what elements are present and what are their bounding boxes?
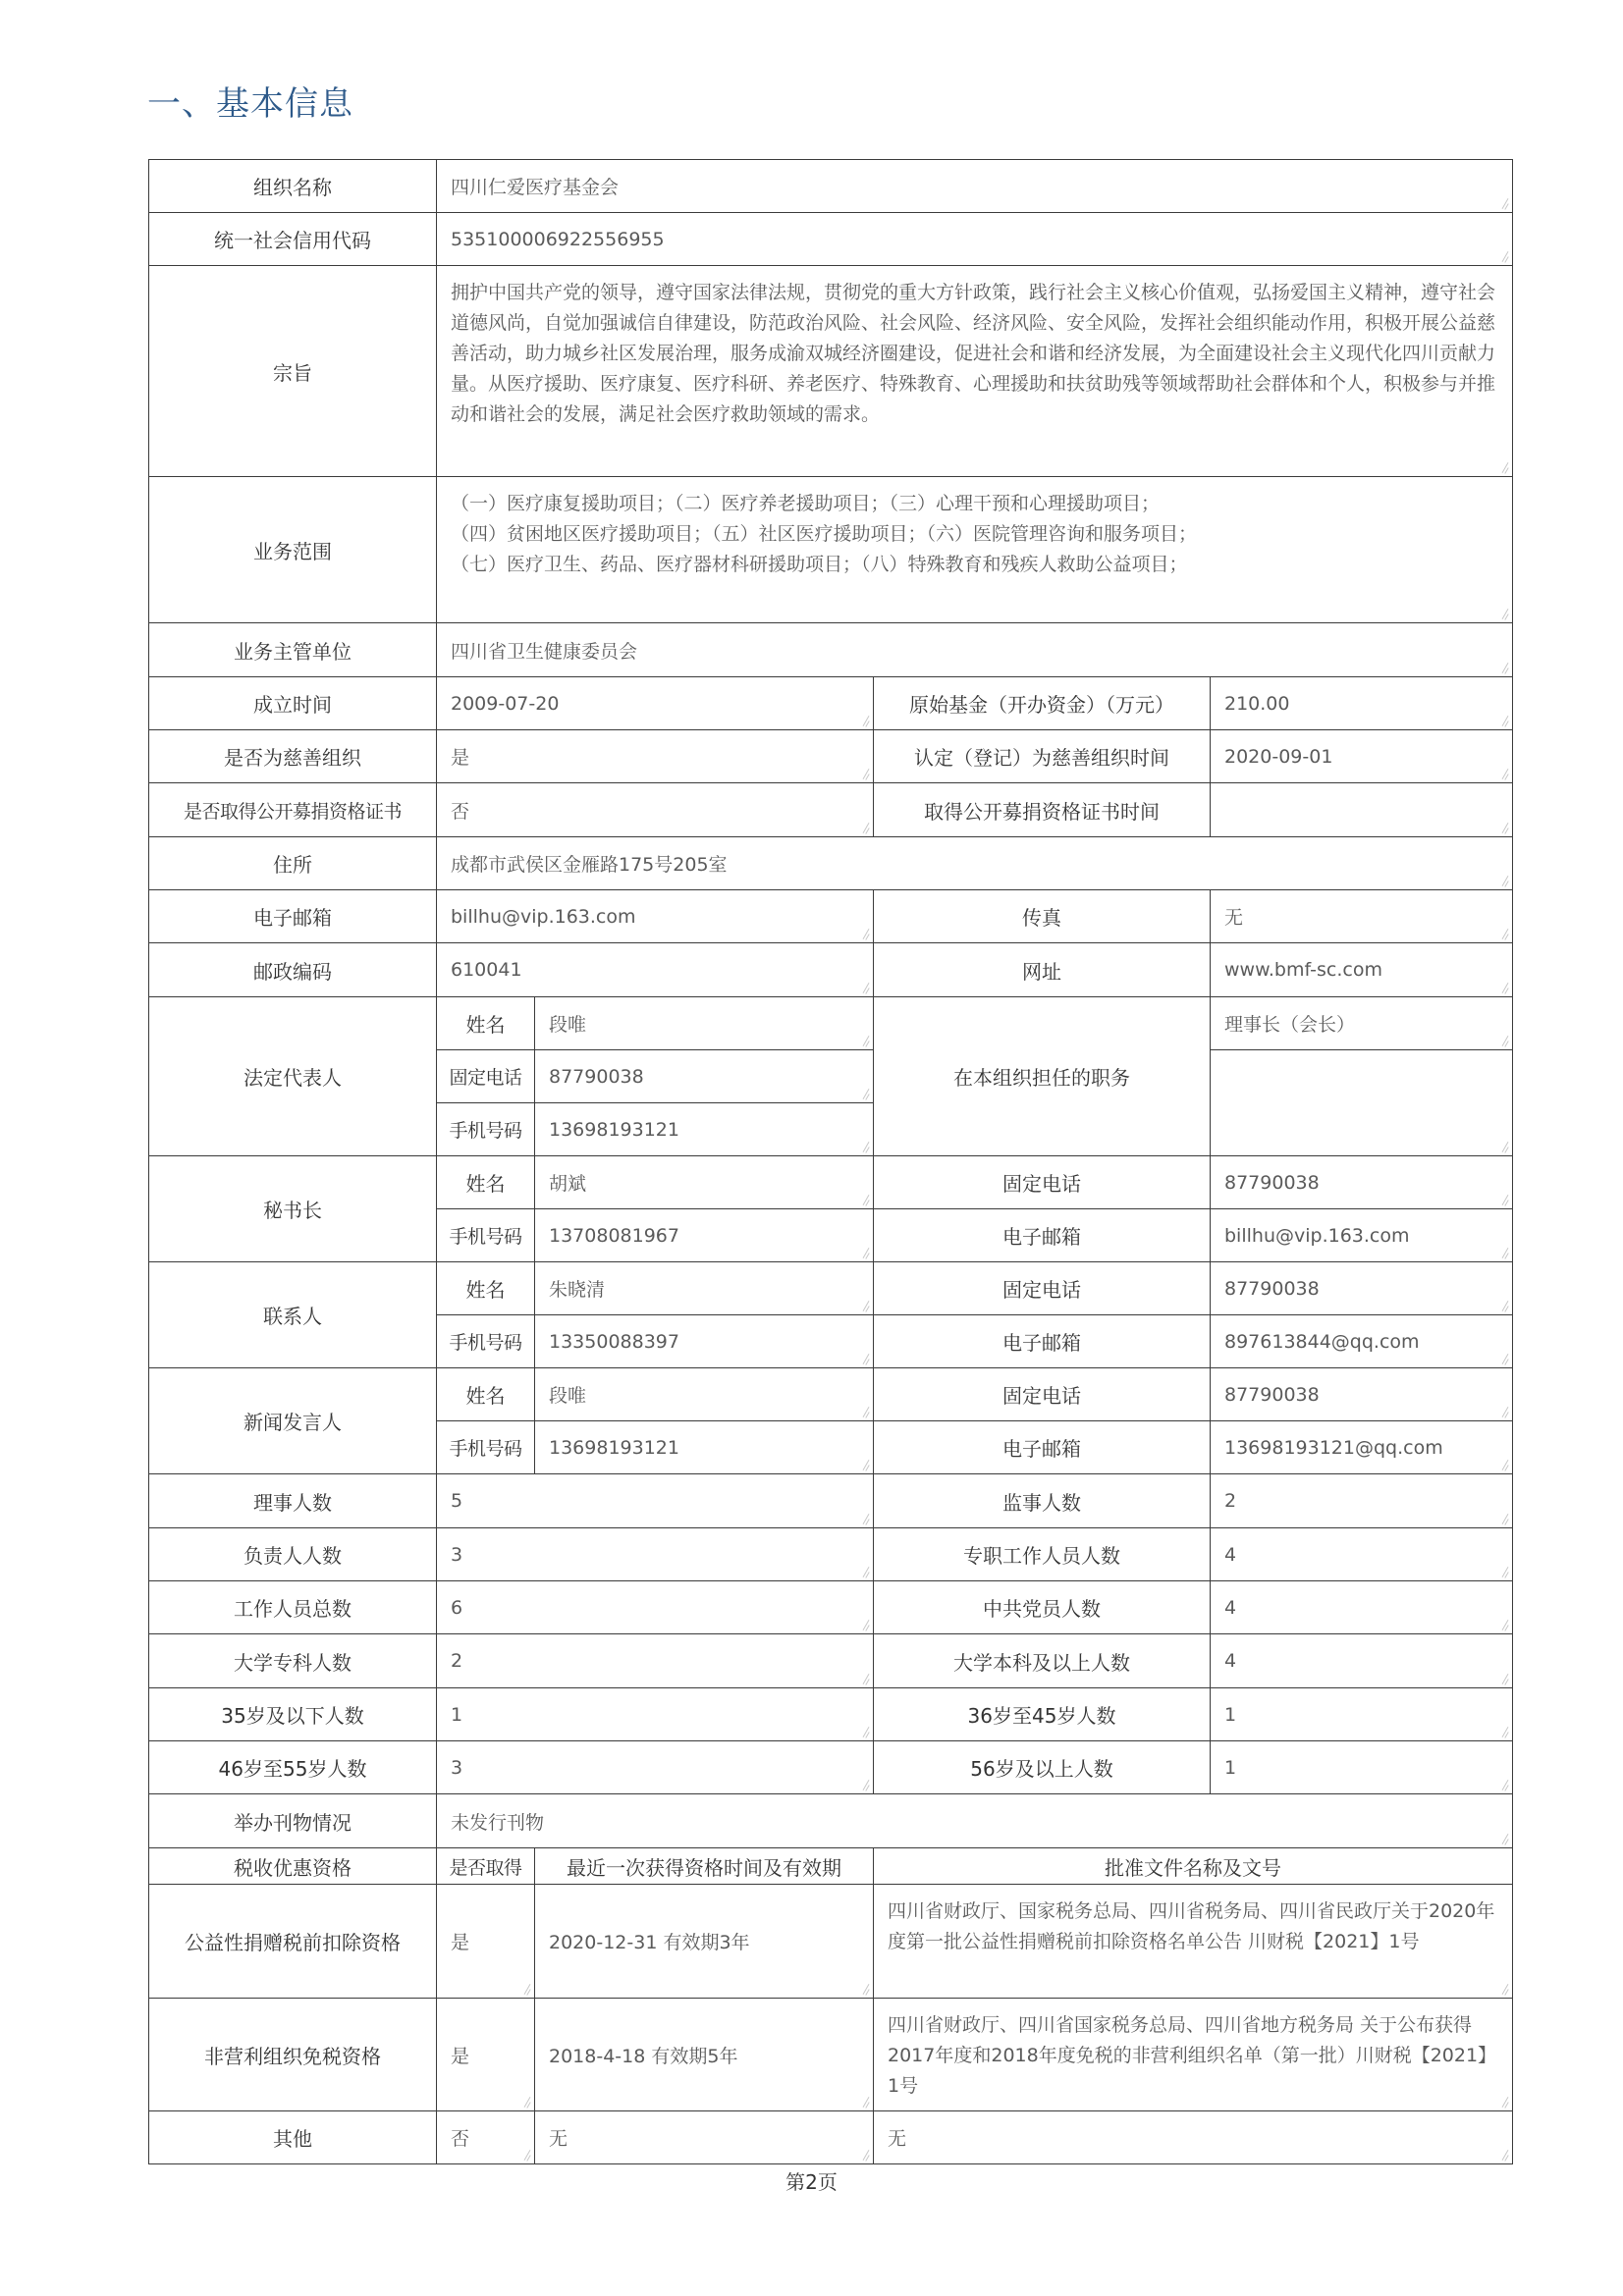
tax-row-doc[interactable]	[873, 1884, 1513, 1999]
field-publication[interactable]	[436, 1793, 1513, 1848]
label-count	[148, 1527, 437, 1581]
resize-grip-icon[interactable]	[1497, 662, 1509, 673]
label-fundraising-cert-date	[873, 782, 1211, 837]
label-fundraising-cert-date-text: 取得公开募捐资格证书时间	[924, 799, 1160, 824]
resize-grip-icon[interactable]	[1497, 875, 1509, 886]
field-count[interactable]	[436, 1473, 874, 1528]
tax-row-type-text: 公益性捐赠税前扣除资格	[185, 1931, 401, 1954]
field-count[interactable]	[436, 1633, 874, 1688]
field-contact-person-phone[interactable]	[1210, 1261, 1513, 1315]
label-purpose	[148, 265, 437, 477]
resize-grip-icon[interactable]	[519, 2149, 531, 2161]
label-spokesperson	[148, 1367, 437, 1474]
label-count	[148, 1633, 437, 1688]
label-count-text: 46岁至55岁人数	[218, 1757, 367, 1781]
resize-grip-icon[interactable]	[858, 1035, 870, 1046]
label-fax	[873, 889, 1211, 943]
label-secretary-general-phone-text: 固定电话	[1002, 1172, 1081, 1196]
resize-grip-icon[interactable]	[858, 822, 870, 833]
field-count[interactable]	[436, 1527, 874, 1581]
field-charity-date-text: 2020-09-01	[1224, 745, 1333, 768]
field-count-text: 2	[451, 1650, 463, 1672]
label-count	[148, 1580, 437, 1634]
field-founded[interactable]	[436, 676, 874, 730]
field-website-text: www.bmf-sc.com	[1224, 959, 1382, 981]
resize-grip-icon[interactable]	[858, 1194, 870, 1205]
tax-header-period-text: 最近一次获得资格时间及有效期	[567, 1855, 841, 1880]
field-count[interactable]	[436, 1580, 874, 1634]
resize-grip-icon[interactable]	[1497, 2149, 1509, 2161]
field-count[interactable]	[1210, 1687, 1513, 1741]
label-count	[148, 1687, 437, 1741]
label-founded	[148, 676, 437, 730]
field-secretary-general-phone[interactable]	[1210, 1155, 1513, 1209]
label-spokesperson-text: 新闻发言人	[243, 1411, 342, 1434]
resize-grip-icon[interactable]	[858, 1300, 870, 1311]
resize-grip-icon[interactable]	[858, 1141, 870, 1152]
label-supervisor-text: 业务主管单位	[234, 639, 352, 664]
tax-header-obtained	[436, 1847, 535, 1885]
resize-grip-icon[interactable]	[858, 1088, 870, 1099]
field-count-text: 1	[1224, 1703, 1237, 1726]
tax-row-type-text: 其他	[273, 2127, 312, 2151]
field-count-text: 1	[451, 1703, 463, 1726]
tax-row-doc-text: 无	[888, 2128, 907, 2150]
field-contact-person-name[interactable]	[534, 1261, 874, 1315]
label-fax-text: 传真	[1022, 906, 1061, 930]
label-count-text: 中共党员人数	[983, 1597, 1101, 1621]
resize-grip-icon[interactable]	[1497, 1566, 1509, 1577]
label-count-text: 大学本科及以上人数	[953, 1650, 1130, 1675]
field-postcode[interactable]	[436, 942, 874, 997]
label-legal-rep-position-text: 在本组织担任的职务	[953, 1066, 1130, 1090]
field-fax-text: 无	[1224, 907, 1244, 929]
resize-grip-icon[interactable]	[858, 1247, 870, 1258]
page-number: 第2页	[785, 2170, 838, 2194]
label-count	[873, 1633, 1211, 1688]
label-legal-rep-phone	[436, 1049, 535, 1103]
label-secretary-general-name-text: 姓名	[465, 1172, 506, 1196]
label-spokesperson-mobile	[436, 1420, 535, 1474]
tax-row-doc-text: 四川省财政厅、四川省国家税务总局、四川省地方税务局 关于公布获得2017年度和2018年度免税的非营利组织名单（第一批）川财税【2021】1号	[888, 2014, 1497, 2097]
resize-grip-icon[interactable]	[858, 715, 870, 726]
label-count	[873, 1740, 1211, 1794]
field-count-text: 6	[451, 1596, 463, 1619]
tax-row-type-text: 非营利组织免税资格	[204, 2044, 381, 2068]
field-org-name[interactable]	[436, 159, 1513, 213]
label-org-name-text: 组织名称	[253, 176, 332, 199]
field-contact-person-email-text: 897613844@qq.com	[1224, 1330, 1420, 1353]
resize-grip-icon[interactable]	[1497, 1300, 1509, 1311]
field-secretary-general-mobile[interactable]	[534, 1208, 874, 1262]
field-spokesperson-phone-text: 87790038	[1224, 1383, 1320, 1406]
resize-grip-icon[interactable]	[1497, 982, 1509, 993]
tax-header-type-text: 税收优惠资格	[234, 1855, 352, 1880]
label-contact-person-name-text: 姓名	[465, 1278, 506, 1302]
label-website-text: 网址	[1022, 959, 1061, 984]
label-count-text: 36岁至45岁人数	[967, 1704, 1116, 1728]
resize-grip-icon[interactable]	[858, 982, 870, 993]
field-count[interactable]	[1210, 1633, 1513, 1688]
tax-row-period-text: 无	[549, 2128, 568, 2150]
label-spokesperson-mobile-text: 手机号码	[449, 1438, 522, 1460]
field-legal-rep-name[interactable]	[534, 996, 874, 1050]
tax-row-period-text: 2020-12-31 有效期3年	[549, 1932, 750, 1953]
field-contact-person-phone-text: 87790038	[1224, 1277, 1320, 1300]
tax-row-obtained[interactable]	[436, 1884, 535, 1999]
field-fundraising-cert-text: 否	[451, 800, 470, 823]
field-count[interactable]	[1210, 1740, 1513, 1794]
resize-grip-icon[interactable]	[858, 1513, 870, 1524]
field-count[interactable]	[1210, 1473, 1513, 1528]
resize-grip-icon[interactable]	[1497, 1194, 1509, 1205]
label-postcode	[148, 942, 437, 997]
field-secretary-general-mobile-text: 13708081967	[549, 1224, 679, 1247]
field-fax[interactable]	[1210, 889, 1513, 943]
label-legal-rep-name-text: 姓名	[465, 1013, 506, 1037]
label-founded-text: 成立时间	[253, 693, 332, 717]
label-secretary-general-email	[873, 1208, 1211, 1262]
resize-grip-icon[interactable]	[1497, 1833, 1509, 1844]
label-secretary-general-name	[436, 1155, 535, 1209]
label-supervisor	[148, 622, 437, 677]
resize-grip-icon[interactable]	[1497, 768, 1509, 779]
label-legal-rep-position	[873, 996, 1211, 1156]
field-secretary-general-name[interactable]	[534, 1155, 874, 1209]
resize-grip-icon[interactable]	[1497, 1353, 1509, 1364]
tax-row-obtained[interactable]	[436, 2110, 535, 2164]
tax-row-period-text: 2018-4-18 有效期5年	[549, 2045, 738, 2067]
field-credit-code[interactable]	[436, 212, 1513, 266]
label-purpose-text: 宗旨	[273, 360, 312, 385]
resize-grip-icon[interactable]	[1497, 1035, 1509, 1046]
field-supervisor[interactable]	[436, 622, 1513, 677]
tax-header-period	[534, 1847, 874, 1885]
resize-grip-icon[interactable]	[1497, 1141, 1509, 1152]
field-count[interactable]	[436, 1740, 874, 1794]
tax-header-doc	[873, 1847, 1513, 1885]
tax-header-obtained-text: 是否取得	[449, 1856, 522, 1879]
field-contact-person-mobile-text: 13350088397	[549, 1330, 679, 1353]
field-legal-rep-name-text: 段唯	[549, 1014, 587, 1036]
label-address-text: 住所	[273, 853, 312, 877]
label-count	[873, 1687, 1211, 1741]
field-secretary-general-email-text: billhu@vip.163.com	[1224, 1224, 1410, 1247]
label-spokesperson-email	[873, 1420, 1211, 1474]
field-count-text: 4	[1224, 1650, 1237, 1672]
label-charity-date-text: 认定（登记）为慈善组织时间	[914, 746, 1169, 770]
label-postcode-text: 邮政编码	[253, 959, 332, 984]
label-address	[148, 836, 437, 890]
resize-grip-icon[interactable]	[1497, 928, 1509, 939]
resize-grip-icon[interactable]	[858, 2149, 870, 2161]
label-count-text: 负责人人数	[243, 1544, 342, 1568]
resize-grip-icon[interactable]	[1497, 822, 1509, 833]
resize-grip-icon[interactable]	[858, 1406, 870, 1417]
field-spokesperson-mobile-text: 13698193121	[549, 1436, 679, 1459]
field-org-name-text: 四川仁爱医疗基金会	[451, 177, 620, 198]
label-count-text: 监事人数	[1002, 1490, 1081, 1515]
field-count[interactable]	[436, 1687, 874, 1741]
label-fund-text: 原始基金（开办资金）（万元）	[909, 693, 1174, 717]
field-count-text: 2	[1224, 1490, 1237, 1512]
label-legal-rep-mobile	[436, 1102, 535, 1156]
resize-grip-icon[interactable]	[858, 1566, 870, 1577]
label-is-charity-text: 是否为慈善组织	[224, 746, 361, 770]
resize-grip-icon[interactable]	[1497, 461, 1509, 473]
label-fund	[873, 676, 1211, 730]
tax-row-doc-text: 四川省财政厅、国家税务总局、四川省税务局、四川省民政厅关于2020年度第一批公益性捐赠税前扣除资格名单公告 川财税【2021】1号	[888, 1900, 1495, 1952]
field-count-text: 1	[1224, 1756, 1237, 1779]
tax-row-obtained-text: 是	[451, 1932, 470, 1953]
label-charity-date	[873, 729, 1211, 783]
field-legal-rep-phone-text: 87790038	[549, 1065, 644, 1088]
field-supervisor-text: 四川省卫生健康委员会	[451, 640, 638, 663]
label-publication-text: 举办刊物情况	[234, 1810, 352, 1835]
field-fund-text: 210.00	[1224, 692, 1290, 715]
label-contact-person-mobile	[436, 1314, 535, 1368]
tax-header-type	[148, 1847, 437, 1885]
field-charity-date[interactable]	[1210, 729, 1513, 783]
label-spokesperson-email-text: 电子邮箱	[1002, 1437, 1081, 1461]
label-legal-rep-mobile-text: 手机号码	[449, 1120, 522, 1142]
field-legal-rep-mobile-text: 13698193121	[549, 1118, 679, 1141]
label-is-charity	[148, 729, 437, 783]
field-address[interactable]	[436, 836, 1513, 890]
resize-grip-icon[interactable]	[858, 1353, 870, 1364]
resize-grip-icon[interactable]	[858, 1726, 870, 1737]
label-count-text: 大学专科人数	[234, 1650, 352, 1675]
resize-grip-icon[interactable]	[519, 1983, 531, 1995]
label-count-text: 工作人员总数	[234, 1597, 352, 1621]
field-fund[interactable]	[1210, 676, 1513, 730]
tax-row-type	[148, 1884, 437, 1999]
label-secretary-general-text: 秘书长	[263, 1199, 322, 1222]
field-address-text: 成都市武侯区金雁路175号205室	[451, 854, 728, 876]
field-email-text: billhu@vip.163.com	[451, 905, 636, 928]
label-publication	[148, 1793, 437, 1848]
resize-grip-icon[interactable]	[1497, 1673, 1509, 1684]
field-count[interactable]	[1210, 1527, 1513, 1581]
label-email	[148, 889, 437, 943]
field-count-text: 4	[1224, 1543, 1237, 1566]
label-contact-person-email	[873, 1314, 1211, 1368]
label-secretary-general-phone	[873, 1155, 1211, 1209]
resize-grip-icon[interactable]	[1497, 2096, 1509, 2108]
resize-grip-icon[interactable]	[1497, 250, 1509, 262]
tax-row-doc[interactable]	[873, 1998, 1513, 2111]
field-founded-text: 2009-07-20	[451, 692, 560, 715]
label-secretary-general	[148, 1155, 437, 1262]
field-is-charity[interactable]	[436, 729, 874, 783]
tax-row-period[interactable]	[534, 2110, 874, 2164]
resize-grip-icon[interactable]	[858, 1459, 870, 1470]
label-count	[873, 1473, 1211, 1528]
resize-grip-icon[interactable]	[858, 1673, 870, 1684]
section-title: 一、基本信息	[147, 84, 353, 124]
field-secretary-general-name-text: 胡斌	[549, 1173, 587, 1195]
tax-row-obtained-text: 否	[451, 2128, 470, 2150]
field-purpose-text: 拥护中国共产党的领导，遵守国家法律法规，贯彻党的重大方针政策，践行社会主义核心价值观，弘扬爱国主义精神，遵守社会道德风尚，自觉加强诚信自律建设，防范政治风险、社会风险、经济风险、安全风险，发挥社会组织能动作用，积极开展公益慈善活动，助力城乡社区发展治理，服务成渝双城经济圈建设，促进社会和谐和经济发展，为全面建设社会主义现代化四川贡献力量。从医疗援助、医疗康复、医疗科研、养老医疗、特殊教育、心理援助和扶贫助残等领域帮助社会群体和个人，积极参与并推动和谐社会的发展，满足社会医疗救助领域的需求。	[451, 282, 1496, 425]
label-count-text: 理事人数	[253, 1490, 332, 1515]
field-spokesperson-email-text: 13698193121@qq.com	[1224, 1436, 1443, 1459]
field-spokesperson-name[interactable]	[534, 1367, 874, 1421]
tax-row-obtained[interactable]	[436, 1998, 535, 2111]
label-count-text: 56岁及以上人数	[970, 1757, 1113, 1781]
label-spokesperson-phone	[873, 1367, 1211, 1421]
label-contact-person-phone-text: 固定电话	[1002, 1278, 1081, 1302]
field-scope-text: （一）医疗康复援助项目；（二）医疗养老援助项目；（三）心理干预和心理援助项目； （四）贫困地区医疗援助项目；（五）社区医疗援助项目；（六）医院管理咨询和服务项目； （七）医疗卫生、药品、医疗器材科研援助项目；（八）特殊教育和残疾人救助公益项目；	[451, 493, 1198, 575]
label-count	[148, 1740, 437, 1794]
label-count	[148, 1473, 437, 1528]
label-legal-rep-name	[436, 996, 535, 1050]
label-website	[873, 942, 1211, 997]
label-scope-text: 业务范围	[253, 539, 332, 563]
field-legal-rep-position-text: 理事长（会长）	[1224, 1014, 1356, 1036]
field-count[interactable]	[1210, 1580, 1513, 1634]
field-purpose[interactable]	[436, 265, 1513, 477]
label-count-text: 专职工作人员人数	[963, 1544, 1120, 1568]
tax-row-obtained-text: 是	[451, 2045, 470, 2067]
field-contact-person-mobile[interactable]	[534, 1314, 874, 1368]
resize-grip-icon[interactable]	[858, 1983, 870, 1995]
field-legal-rep-mobile[interactable]	[534, 1102, 874, 1156]
field-is-charity-text: 是	[451, 747, 470, 769]
label-contact-person-text: 联系人	[263, 1305, 322, 1328]
resize-grip-icon[interactable]	[1497, 197, 1509, 209]
field-secretary-general-phone-text: 87790038	[1224, 1171, 1320, 1194]
field-fundraising-cert-date[interactable]	[1210, 782, 1513, 837]
tax-row-doc[interactable]	[873, 2110, 1513, 2164]
resize-grip-icon[interactable]	[858, 768, 870, 779]
field-count-text: 3	[451, 1543, 463, 1566]
field-spokesperson-name-text: 段唯	[549, 1385, 587, 1407]
tax-row-type	[148, 1998, 437, 2111]
resize-grip-icon[interactable]	[858, 2096, 870, 2108]
field-postcode-text: 610041	[451, 959, 522, 981]
tax-row-type	[148, 2110, 437, 2164]
label-fundraising-cert	[148, 782, 437, 837]
tax-row-period[interactable]	[534, 1884, 874, 1999]
resize-grip-icon[interactable]	[1497, 608, 1509, 619]
field-contact-person-email[interactable]	[1210, 1314, 1513, 1368]
field-secretary-general-email[interactable]	[1210, 1208, 1513, 1262]
resize-grip-icon[interactable]	[1497, 1406, 1509, 1417]
field-spokesperson-mobile[interactable]	[534, 1420, 874, 1474]
resize-grip-icon[interactable]	[1497, 1779, 1509, 1790]
label-legal-rep	[148, 996, 437, 1156]
label-spokesperson-name	[436, 1367, 535, 1421]
resize-grip-icon[interactable]	[1497, 1983, 1509, 1995]
field-count-text: 4	[1224, 1596, 1237, 1619]
field-spokesperson-phone[interactable]	[1210, 1367, 1513, 1421]
tax-row-period[interactable]	[534, 1998, 874, 2111]
field-credit-code-text: 53510000692255695​5	[451, 228, 665, 250]
resize-grip-icon[interactable]	[1497, 1247, 1509, 1258]
label-credit-code-text: 统一社会信用代码	[214, 229, 371, 252]
field-legal-rep-phone[interactable]	[534, 1049, 874, 1103]
label-secretary-general-mobile	[436, 1208, 535, 1262]
label-count	[873, 1580, 1211, 1634]
resize-grip-icon[interactable]	[1497, 1619, 1509, 1630]
resize-grip-icon[interactable]	[1497, 715, 1509, 726]
label-org-name	[148, 159, 437, 213]
label-contact-person-phone	[873, 1261, 1211, 1315]
label-credit-code	[148, 212, 437, 266]
field-legal-rep-position-extra[interactable]	[1210, 1049, 1513, 1156]
field-fundraising-cert[interactable]	[436, 782, 874, 837]
resize-grip-icon[interactable]	[1497, 1513, 1509, 1524]
label-legal-rep-text: 法定代表人	[243, 1066, 342, 1090]
label-legal-rep-phone-text: 固定电话	[449, 1067, 522, 1089]
field-contact-person-name-text: 朱晓清	[549, 1279, 606, 1301]
label-contact-person-mobile-text: 手机号码	[449, 1332, 522, 1354]
field-count-text: 3	[451, 1756, 463, 1779]
field-email[interactable]	[436, 889, 874, 943]
label-spokesperson-phone-text: 固定电话	[1002, 1384, 1081, 1408]
resize-grip-icon[interactable]	[1497, 1726, 1509, 1737]
field-scope[interactable]	[436, 476, 1513, 623]
label-spokesperson-name-text: 姓名	[465, 1384, 506, 1408]
label-contact-person-name	[436, 1261, 535, 1315]
label-count-text: 35岁及以下人数	[221, 1704, 364, 1728]
label-count	[873, 1527, 1211, 1581]
label-contact-person-email-text: 电子邮箱	[1002, 1331, 1081, 1355]
field-legal-rep-position[interactable]	[1210, 996, 1513, 1050]
resize-grip-icon[interactable]	[858, 1779, 870, 1790]
tax-header-doc-text: 批准文件名称及文号	[1105, 1855, 1281, 1880]
label-fundraising-cert-text: 是否取得公开募捐资格证书	[183, 800, 402, 823]
label-email-text: 电子邮箱	[253, 906, 332, 930]
field-website[interactable]	[1210, 942, 1513, 997]
label-secretary-general-mobile-text: 手机号码	[449, 1226, 522, 1248]
resize-grip-icon[interactable]	[858, 1619, 870, 1630]
label-contact-person	[148, 1261, 437, 1368]
resize-grip-icon[interactable]	[1497, 1459, 1509, 1470]
field-spokesperson-email[interactable]	[1210, 1420, 1513, 1474]
resize-grip-icon[interactable]	[858, 928, 870, 939]
resize-grip-icon[interactable]	[519, 2096, 531, 2108]
field-count-text: 5	[451, 1490, 463, 1512]
field-publication-text: 未发行刊物	[451, 1811, 545, 1834]
label-secretary-general-email-text: 电子邮箱	[1002, 1225, 1081, 1249]
label-scope	[148, 476, 437, 623]
